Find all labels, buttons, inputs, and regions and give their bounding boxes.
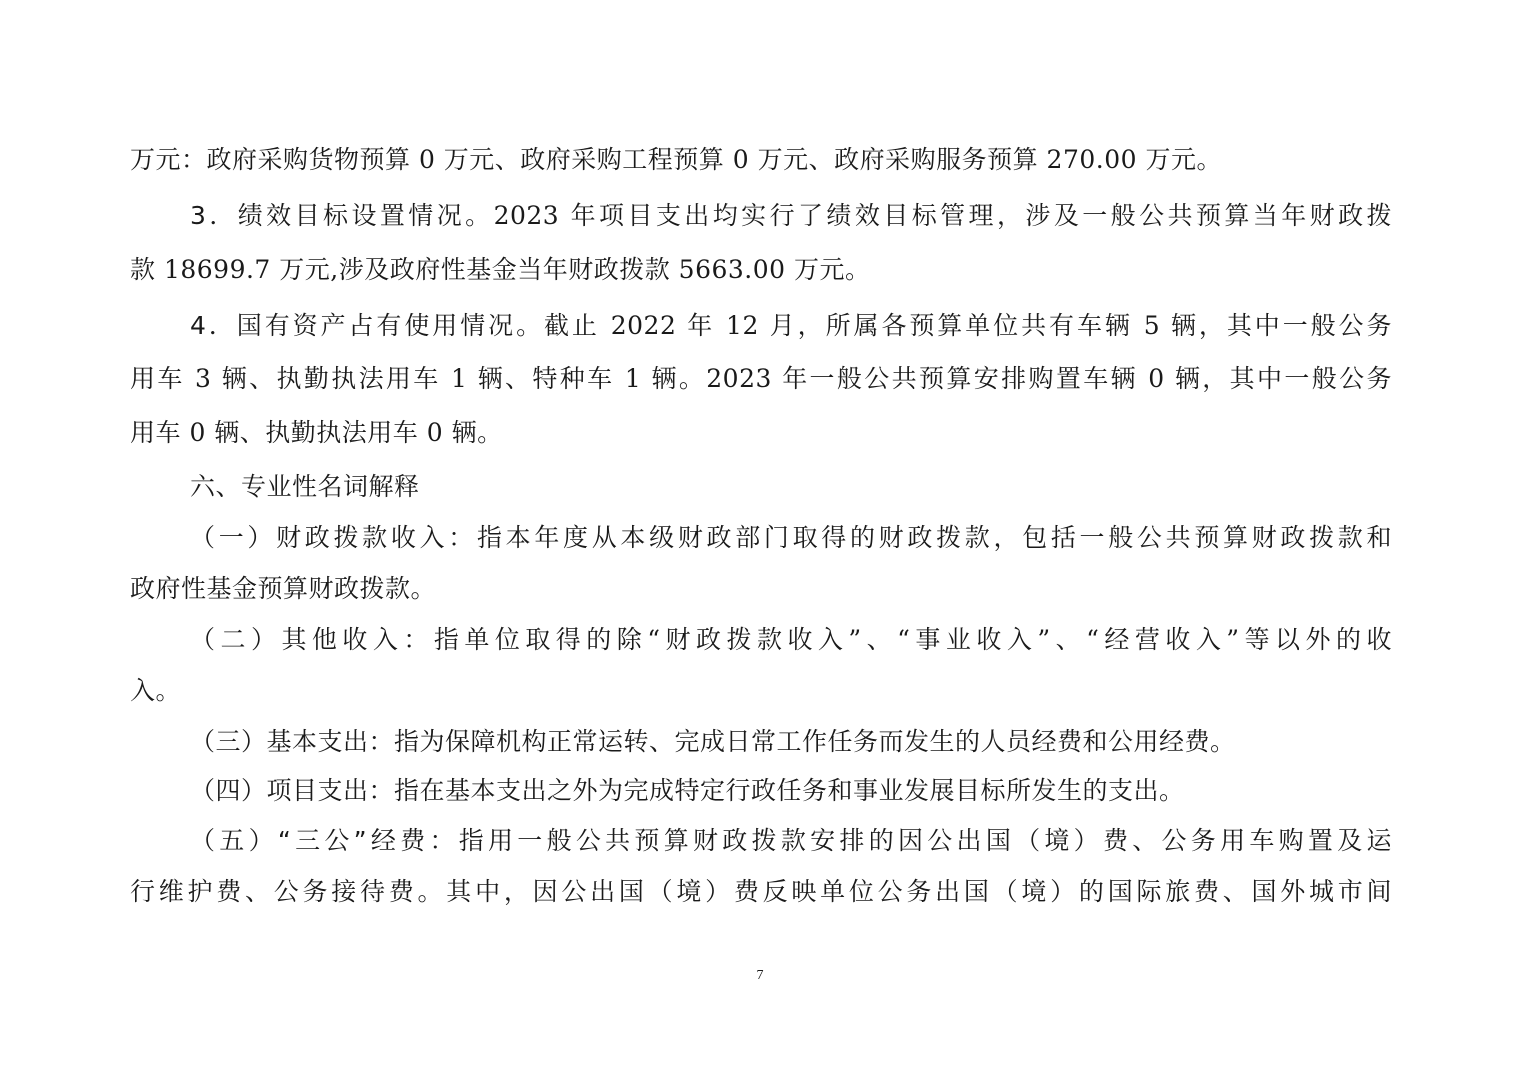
- body-text: 万元：政府采购货物预算 0 万元、政府采购工程预算 0 万元、政府采购服务预算 270.00 万元。: [130, 145, 1222, 174]
- item-heading-performance: 3．绩效目标设置情况。: [190, 201, 494, 230]
- body-text: 行维护费、公务接待费。其中，因公出国（境）费反映单位公务出国（境）的国际旅费、国外城市间: [130, 877, 1392, 906]
- text-line-6: [130, 413, 1392, 453]
- body-text: 2023 年项目支出均实行了绩效目标管理，涉及一般公共预算当年财政拨: [493, 201, 1392, 230]
- text-line-8: [190, 518, 1392, 558]
- text-line-11: [130, 671, 1392, 711]
- term-project-expenditure: （四）项目支出：: [190, 776, 395, 805]
- body-text: 指为保障机构正常运转、完成日常工作任务而发生的人员经费和公用经费。: [394, 727, 1236, 756]
- text-line-4: [190, 306, 1392, 346]
- body-text: 款 18699.7 万元,涉及政府性基金当年财政拨款 5663.00 万元。: [130, 255, 871, 284]
- body-text: 指本年度从本级财政部门取得的财政拨款，包括一般公共预算财政拨款和: [476, 523, 1392, 552]
- term-other-income: （二）其他收入：: [190, 625, 434, 654]
- body-text: 指在基本支出之外为完成特定行政任务和事业发展目标所发生的支出。: [394, 776, 1185, 805]
- term-fiscal-appropriation: （一）财政拨款收入：: [190, 523, 477, 552]
- item-heading-assets: 4．国有资产占有使用情况。: [190, 311, 544, 340]
- text-line-1: [130, 140, 1392, 180]
- body-text: 用车 0 辆、执勤执法用车 0 辆。: [130, 418, 503, 447]
- body-text: 截止 2022 年 12 月，所属各预算单位共有车辆 5 辆，其中一般公务: [544, 311, 1392, 340]
- section-heading: [190, 467, 1392, 507]
- term-three-public-expenses: （五）“三公”经费：: [190, 826, 459, 855]
- body-text: 指用一般公共预算财政拨款安排的因公出国（境）费、公务用车购置及运: [458, 826, 1392, 855]
- text-line-13: [190, 771, 1392, 811]
- text-line-15: [130, 872, 1392, 912]
- text-line-3: [130, 250, 1392, 290]
- text-line-2: [190, 196, 1392, 236]
- body-text: 用车 3 辆、执勤执法用车 1 辆、特种车 1 辆。2023 年一般公共预算安排购置车辆 0 辆，其中一般公务: [130, 364, 1392, 393]
- body-text: 指单位取得的除“财政拨款收入”、“事业收入”、“经营收入”等以外的收: [433, 625, 1392, 654]
- term-basic-expenditure: （三）基本支出：: [190, 727, 395, 756]
- text-line-9: [130, 569, 1392, 609]
- text-line-14: [190, 821, 1392, 861]
- body-text: 政府性基金预算财政拨款。: [130, 574, 437, 603]
- section-title: 六、专业性名词解释: [190, 472, 420, 501]
- page-number: 7: [756, 968, 764, 983]
- text-line-5: [130, 359, 1392, 399]
- text-line-12: [190, 722, 1392, 762]
- text-line-10: [190, 620, 1392, 660]
- body-text: 入。: [130, 676, 182, 705]
